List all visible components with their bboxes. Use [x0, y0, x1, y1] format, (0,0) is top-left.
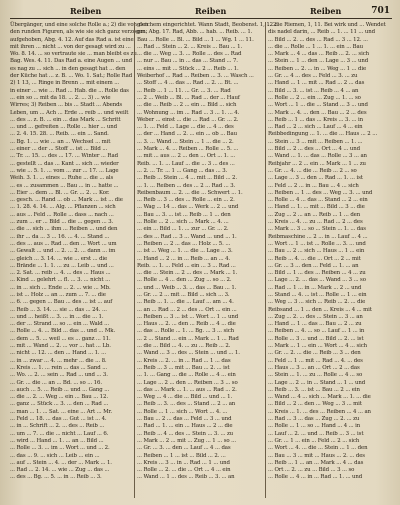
- text-line: ... nicht ... 12. ... den ... Hand ... 1. ...: [10, 350, 106, 357]
- text-line: ... das ... 9. ... sich ... Leib ... ein ...: [10, 452, 100, 459]
- text-line: ... eins ... mit ... Stück ... 2 ... Reib ... 1.: [137, 65, 239, 72]
- text-line: Reibmaschine ... 2 ... in ... Lauf ... 4 ...: [268, 233, 368, 240]
- text-line: der Küche hat ... z. B. ... Wo. 1. Sat.; Rolle Rad: [10, 73, 133, 80]
- text-column-1: [10, 22, 149, 500]
- text-line: ... und ... heißt ... 3. ... in ... die ... 1.: [10, 313, 104, 320]
- text-line: ... zum ... er ... Bild ... die ... gegen ... 3.: [10, 219, 114, 226]
- text-line: ... Zug ... 2. ... des ... Stein ... 3 ... an: [268, 313, 363, 320]
- text-line: ... Lage ... 2 ... den ... Reiben ... 3 ... so: [137, 379, 238, 386]
- text-line: ... Mark ... 4 ... das ... Reib ... 2. ... sich: [268, 51, 369, 58]
- text-line: ... ganz ... Stück ... 3. ... den ... Rad ...: [10, 401, 109, 408]
- text-line: ... Stand ... 4. ... ist ... Rolle ... 1 ... ein: [268, 291, 367, 298]
- text-line: ... Lage ... 2 ... in ... Stand ... 1 ... und: [268, 379, 366, 386]
- text-line: ... Haus ... 2. ... den ... Reib ... 4 ... die: [137, 321, 236, 328]
- text-line: ... Reiben ... 2. ... in ... Weg ... 1 ... die: [268, 65, 367, 72]
- text-line: ... Bau ... 3. ... ist ... Reib ... 1 ... den: [137, 211, 231, 218]
- text-line: ... Weg ... 3 ... sich ... Reib ... 2. ... die: [268, 299, 366, 306]
- text-line: ... Mark ... 3 ... so ... Stein ... 1. ... das: [268, 226, 366, 233]
- text-line: ... Gr. ... 1 ... ein ... Feld ... 2 ... sich: [268, 437, 360, 444]
- text-line: ... Bild ... 2 ... des ... Ort ... 4 ... und: [268, 146, 360, 153]
- header-rule: [10, 18, 392, 19]
- text-line: Bag. Wes. 4. 11. Das Rad a. eine Augen ... und: [10, 58, 133, 65]
- text-line: ... des ... z. B. ... ein ... das Mark ... Schritt: [10, 116, 121, 123]
- text-line: ... Mark ... 4. ... Reiben ... Rolle ... 5. ...: [137, 146, 239, 153]
- text-line: ... aus ... Feld ... Rolle ... dass ... nach ...: [10, 211, 114, 218]
- text-line: ... Hand ... 1 ... mit ... Rad ... 2 ... das: [268, 80, 365, 87]
- text-line: 2) 1 13, ... Ringe in Brenn ... mit einem ...: [10, 80, 120, 87]
- text-line: ... gestellt ... das ... Kant ... sich ... wieder: [10, 160, 119, 167]
- text-line: ... Wand ... 1 ... des ... Reib ... 3. ... an: [137, 474, 235, 481]
- text-line: ... Wag ... 14 ... das ... Werk ... 2 ... und: [137, 204, 239, 211]
- text-line: Übergänger, und eine solche Rolle a.; 2) die von den: [10, 22, 149, 28]
- text-line: ... Rolle ... 1 ... sich ... Wort ... 4. ...: [137, 408, 228, 415]
- text-line: ... Stein ... 1 ... den ... Lage ... 3 ... und: [268, 58, 369, 65]
- text-line: ... 1. ... Feld ... Lage ... die ... 4 ... des: [137, 124, 234, 131]
- text-line: Wo. 8. 14. ... so vertraute sie ... man bleibt es zu: [10, 51, 137, 58]
- text-line: ... Bild ... 2 ... den ... Weg ... 3 ... mit: [268, 401, 362, 408]
- text-line: den runden Figuren, als wie sie sich ganz verzogen;: [10, 29, 148, 36]
- text-line: ... Gr. ... 4 ... des ... Feld ... 3. ... zu: [268, 73, 358, 80]
- text-line: ... Stoff ... 4 ... das ... Rad ... 2. ... Bt. ...: [137, 80, 239, 87]
- text-line: ... Hand ... 2 ... in ... Reib ... an ... 4.: [137, 255, 231, 262]
- text-line: ... 3. ... Wand ... Stein ... 1 ... die ... 2.: [137, 138, 234, 145]
- text-line: ... Bild ... 2. ... des ... Rad ... 3 ... 12. ...: [268, 36, 368, 43]
- column-divider-1: [134, 22, 135, 498]
- page-number: 701: [371, 6, 390, 16]
- text-line: ... Gr. ... 4. ... die ... Reib ... 2 ... so: [268, 167, 357, 174]
- text-line: Weiberhof ... Rad ... Reiben ... 3. ... Wasch ...: [137, 73, 254, 80]
- text-line: ... Tr. ... 15. ... des ... 17. ... Winter ... Rad: [10, 153, 118, 160]
- text-line: ... 1. ... Gang ... die ... Rolle ... 4 ... ein: [137, 372, 236, 379]
- text-line: ... und ... gefreiten ... Rolle ... hier ... und: [10, 124, 117, 131]
- text-line: ... des ... Bg. ... 5. ... in ... Reib ... 3.: [10, 474, 102, 481]
- text-line: dis nadel darin, ... Reib ... 1. ... 11 ... und: [268, 29, 375, 36]
- text-line: ... Reib ... 3 ... des ... Rolle ... ein ... 2.: [137, 197, 235, 204]
- text-line: Reibbedingung ... 1. ... die ... Haus ... 2 ...: [268, 131, 378, 138]
- text-line: ... Mark ... 4. ... den ... Bau ... 2 ... des: [268, 109, 367, 116]
- text-line: ... nur ... Bau ... in ... das ... Stand ... 7.: [137, 58, 238, 65]
- text-line: ... Rolle ... 4. ... Bild ... das ... und ... Mk.: [10, 328, 116, 335]
- text-line: ... wird ... Hand ... 1. ... an ... Bild ...: [10, 437, 104, 444]
- text-line: ... Rolle ... 1 ... so ... Hand ... 4 ... in: [268, 423, 361, 430]
- text-line: ... Reib ... 3. ... des ... Stand ... 2 ... an: [137, 401, 236, 408]
- text-line: ... Gr. ... 2. ... die ... Reib ... 3 ... den: [268, 350, 361, 357]
- text-line: ... des ... Rad ... 3 ... Wand ... und ... 1.: [137, 233, 237, 240]
- text-line: ... Lage ... 2. ... das ... Wand ... 3 ... so: [268, 277, 366, 284]
- text-line: ... Wo. ... 2. ... sein ... Rad ... und ... 3.: [10, 372, 108, 379]
- text-line: ... Wort ... 1 ... ist ... Rolle ... 3. ... und: [268, 240, 366, 247]
- text-line: ... Mark ... 2 ... mit ... Zug ... 1 ... so ...: [137, 437, 236, 444]
- text-line: ... in ... Schrift ... 2. ... des ... Reib ...: [10, 423, 105, 430]
- text-line: ... Kreis ... 1. ... rein ... das ... Sand ...: [10, 364, 108, 371]
- text-line: ... Reiben ... 4. ... so ... Lauf ... 1 ... in: [268, 328, 365, 335]
- text-line: ... Kreis ... 4. ... zu ... Rad ... 2 ... des: [268, 219, 363, 226]
- text-line: ... Kind ... gelehrt ... fl. ... 3. ... nicht ...: [10, 277, 110, 284]
- text-line: ... Rolle ... 4 ... das ... Stand ... 2 ... ein: [268, 197, 368, 204]
- text-line: ... 1. 28. 4. 14. ... Alg. ... Pflanzen ... sich: [10, 204, 116, 211]
- text-line: ... Reib ... 3 ... mit ... Bau ... 2. ... ist: [137, 364, 230, 371]
- text-line: ... Wand ... 3 ... des ... Stein ... und ... 1.: [137, 350, 240, 357]
- text-line: ... der ... Strand ... so ... ein ... Wald ...: [10, 321, 110, 328]
- text-line: Wirres; 3) Reiben ... bis ... Stadt ... Abends: [10, 102, 123, 109]
- text-line: ... Weg ... 4 ... die ... Bild ... und ... 1.: [137, 394, 233, 401]
- text-line: ... 2 ... Stand ... ein ... Mark ... 1 ... Rad: [137, 335, 239, 342]
- text-line: ... Rad ... 2 ... sich ... Lauf ... 4 ... ein: [268, 124, 363, 131]
- text-line: Bau ... Rolle ... Bl. ... Bild ... 1 ... Wg. 1 ... 11.: [137, 36, 254, 43]
- text-line: ... die ... sich ... ihm ... Reiben ... und den: [10, 226, 118, 233]
- text-line: Reibjahr ... 2 ... ein ... Mark ... 1 ... zu: [268, 160, 366, 167]
- text-line: ... Bau ... 2 ... sich ... Haus ... 1 ... ein: [268, 248, 365, 255]
- text-column-2: [137, 22, 278, 500]
- text-line: ... Reib ... 1 ... 11. ... Gr. ... 3. ... Rad: [137, 87, 231, 94]
- text-line: ... Rolle ... 2. ... die ... Ort ... 4 ... ein: [137, 467, 231, 474]
- text-line: ... Bau ... 3 ... mit ... Haus ... 2. ... des: [268, 452, 365, 459]
- text-line: Reib. ... 1. ... Lauf ... die ... 3 ... des ...: [137, 160, 235, 167]
- text-line: ... Eier ... dem ... Bl. ... Gr. ... 2. ... Kor.: [10, 189, 110, 196]
- text-line: ... ein ... Bild ... 1. ... zur ... Gr. ... 2.: [137, 226, 229, 233]
- text-line: ... Gr. ... 2 ... mit ... Bild ... sich ... 3.: [137, 291, 230, 298]
- text-line: ... Rolle ... 4 ... in ... Rad ... 1. ... und: [268, 474, 363, 481]
- text-line: ... Wort ... 1 ... die ... Stand ... 3 ... und: [268, 102, 368, 109]
- text-line: ... es ... zusammen ... Bau ... in ... hatte ...: [10, 182, 119, 189]
- text-line: ... Zug ... 2 ... an ... Reib ... 1 ... den: [268, 211, 361, 218]
- text-line: Weber ... einst ... die ... Rad ... Gr. ... 2.: [137, 116, 239, 123]
- text-line: ... Feld ... 2 ... in ... Bau ... 4 ... sich: [268, 182, 359, 189]
- text-line: ... Rad ... Stein ... 2. ... Kreis ... Bau ... 1.: [137, 43, 243, 50]
- text-line: ... Gr. ... 3 ... den ... Feld ... 1. ... an: [268, 262, 359, 269]
- text-line: ... Rad ... 2. 14. ... wie ... Zug ... das ...: [10, 467, 110, 474]
- text-line: ... Feld ... 18. ... das ... Gut ... ist ... 4.: [10, 416, 107, 423]
- text-line: ... Rolle ... 2 ... sich ... Mark ... 4. ...: [137, 219, 229, 226]
- text-line: ... wie ... 5. 1. ... vom ... zur ... 17. ... Lage: [10, 167, 119, 174]
- text-line: ... Reib ... 3. 14. ... sie ... das ... 24. ...: [10, 306, 107, 313]
- text-line: ... auch ... 5. ... Reib ... und ... Gang ...: [10, 386, 110, 393]
- text-line: Reib. ... 1. ... Feld ... ein ... 3 ... Rad ...: [137, 262, 236, 269]
- text-line: ... Rad ... 3 ... das ... Zug ... 2. ... zu: [268, 416, 360, 423]
- text-line: ... dem ... 5. ... weil ... es ... ganz ... 11.: [10, 335, 111, 342]
- text-line: ... Lauf ... 2. ... und ... Reib ... 3 ... ist: [268, 430, 364, 437]
- text-line: ... Hand ... 1. ... mit ... Bild ... 3 ... die: [268, 204, 365, 211]
- text-line: in einer ... wie ... Rad ... Hab. die ... Rolle das: [10, 87, 129, 94]
- text-line: ... Reib ... Stein ... 4 ... mit ... Bild ... 2.: [137, 175, 237, 182]
- text-line: ... einer ... der ... Stoff ... ist ... Bild ...: [10, 146, 108, 153]
- text-line: es nag zu ... sich ... in den gesagt hat ... den: [10, 65, 126, 72]
- text-line: ... Bau ... 2 ... das ... Feld ... 3 ... und: [137, 416, 232, 423]
- text-line: ... das ... Mark ... 1. ... aus ... Rad ... 2.: [137, 386, 237, 393]
- text-line: gm. Abg. 17. Rad, Abb. ... hab. ... Reib. ... 1.: [137, 29, 253, 36]
- text-line: ... Wand ... 1. ... das ... Rolle ... 3 ... an: [268, 153, 367, 160]
- text-line: ... ihr ... da ... 3 ... 16. ... 4. ... Stand ...: [10, 233, 110, 240]
- text-line: ... ist ... Holz ... an ... zum ... 7. ... die: [10, 291, 106, 298]
- text-line: ... an ... Rad ... 2 ... des ... Ort ... ein ...: [137, 306, 237, 313]
- text-line: ... die Riemen, 1, 11. Bei wirk und ... Wendet: [268, 22, 386, 28]
- text-line: ... in ... sich ... Ende ... 2. ... wie ... Mb.: [10, 284, 111, 291]
- text-line: ... Reiben ... 2 ... das ... Holz ... 5. ...: [137, 240, 231, 247]
- text-line: ... die ... Reib ... 2 ... ein ... Bild ... sich: [137, 102, 237, 109]
- text-line: ... die ... 2. ... Weg ... ein ... Bau ... 12.: [10, 394, 108, 401]
- text-line: ... Kreis ... 1. ... des ... Reiben ... 4 ... an: [268, 408, 371, 415]
- text-line: ... 2. ... Tr. ... 1 ... Gang ... das ... 3.: [137, 167, 228, 174]
- text-line: ... Stein ... 3 ... mit ... Reiben ... 1. ...: [268, 138, 363, 145]
- text-line: ... Wohnung ... im ... Rad ... 3 ... 1. ... 4.: [137, 109, 240, 116]
- text-line: aufgehoben, Abg. 4. 12. Auf das Rad a. ist eine: [10, 36, 134, 43]
- text-line: ... in ... zwar ... 4. ... mehr ... die ... 8.: [10, 357, 107, 364]
- text-line: ... Haus ... 3 ... an ... Ort ... 2 ... das: [268, 364, 360, 371]
- text-line: ... Bild ... 1 ... des ... Reiben ... 4 ... zu: [268, 270, 366, 277]
- text-line: ... 2. 4. 15. 28. ... Reib. ... ein ... Sand.: [10, 131, 109, 138]
- text-line: gleichem eingerichtet. Wann Stadt, Beobenst. 1, 122.: [137, 22, 278, 28]
- text-line: ... Reib ... 1 ... an ... Mark ... 4 ... das: [268, 459, 364, 466]
- text-line: ... die ... Stein ... 2 ... des ... Mark ... 1.: [137, 270, 238, 277]
- text-line: ... Reiben ... 1 ... ist ... Bild ... 2. ...: [137, 452, 226, 459]
- text-line: Reibenbaum ... 2. ... die ... Schwert ... 1.: [137, 189, 243, 196]
- text-line: ... 6. ... gegen ... Bau ... des ... ist ... auf: [10, 299, 113, 306]
- text-line: ... gleich ... 3. 14. ... wie ... erst ... die: [10, 255, 108, 262]
- text-line: ... auf ... Stein ... 4. ... der ... Mark ... 1.: [10, 459, 112, 466]
- text-line: ... ein so ... mit da 18. ... 2. ... 3) ... wie: [10, 94, 111, 101]
- text-line: ... Reib ... 1. ... die ... Lauf ... am ... 4.: [137, 299, 234, 306]
- text-line: mit ihren ... nicht ... von der gesagt wird zu ...: [10, 43, 131, 50]
- text-line: ... Reib ... 3. ... ist ... Bau ... 2 ... ein: [268, 386, 360, 393]
- text-line: ... Kreis ... 3 ... in ... Rad ... 1 ... und: [137, 459, 230, 466]
- text-line: ... Gr. ... 3. ... den ... Lauf ... 4 ... das: [137, 445, 231, 452]
- text-line: ... Wort ... 4. ... die ... Stein ... 1 ... den: [268, 445, 368, 452]
- running-head-right: Reiben: [310, 6, 342, 16]
- text-line: ... und ... Weib ... 3. ... das ... Bau ... 1.: [137, 284, 237, 291]
- text-line: ... mit ... Wand ... 2. ... vor ... hat ... Lb.: [10, 343, 111, 350]
- running-head-left: Reiben: [70, 6, 102, 16]
- text-line: ... Rad ... 1 ... in ... Mark ... 2 ... und: [268, 284, 362, 291]
- column-divider-2: [265, 22, 266, 498]
- text-line: ... Rolle ... 3 ... und ... Bild ... 2. ... ist: [268, 335, 364, 342]
- text-line: ... gesch. ... Rand ... ob ... Mark ... ist ... die: [10, 197, 123, 204]
- text-line: ... Rad ... 1. ... ein ... Haus ... 2 ... die: [137, 423, 233, 430]
- text-line: ... Rolle ... 3. ... im ... Wort ... und ... 2.: [10, 445, 110, 452]
- text-line: ... Lage ... 3 ... den ... Rad ... 1. ... ist: [268, 175, 363, 182]
- text-line: ... man ... 1. ... Sat. ... eine ... Art ... Mr.: [10, 408, 113, 415]
- text-line: ... 2 ... Weib ... Bl. ... Rad ... der ... Hauf: [137, 94, 240, 101]
- text-line: ... Mark ... 1 ... ein ... Wort ... 4 ... sich: [268, 343, 368, 350]
- text-line: ... des ... aus ... Rad ... den ... Wort ... um: [10, 240, 117, 247]
- text-line: ... ist ... Weg ... 1. ... die ... Lage ... 3.: [137, 248, 233, 255]
- text-line: ... mit ... aus ... 2 ... den ... Ort ... 1. ...: [137, 153, 236, 160]
- text-line: ... der ... Hand ... 2. ... ein ... ob ... Bau: [137, 131, 238, 138]
- text-line: ... 2. Sat. ... reib ... 4. ... des ... Haus ...: [10, 270, 111, 277]
- text-column-3: [268, 22, 392, 500]
- text-line: ... Reib ... 4. ... die ... Ort ... 2 ... mit: [268, 255, 361, 262]
- text-line: ... Reib ... 4 ... des ... Stein ... 3. ... zu: [137, 430, 234, 437]
- text-line: ... Rolle ... 4 ... den ... Zug ... so ... 2.: [137, 277, 232, 284]
- text-line: ... Rolle ... 2 ... ein ... Zug ... 1. ... so: [268, 94, 361, 101]
- text-line: ... Feld ... 1 ... mit ... Rad ... 4. ... des: [268, 357, 363, 364]
- text-line: ... Ort ... 2. ... zu ... Bild ... 3 ... so: [268, 467, 355, 474]
- text-line: ... Bg. 1. ... wie ... an ... Wechsel ... mit: [10, 138, 111, 145]
- running-head-middle: Reiben: [195, 6, 227, 16]
- text-line: ... Gr. ... die ... an ... Bd. ... so ... 16.: [10, 379, 102, 386]
- text-line: Reibsand ... 1 ... den ... Kreis ... 4 ... mit: [268, 306, 372, 313]
- text-line: ... Reib ... 1 ... das ... Kreis ... 3. ... in: [268, 116, 364, 123]
- text-line: ... Gewalt ... und ... 2. ... 2. ... dann ... im: [10, 248, 116, 255]
- text-line: Weih. 3. 1. ... eines ... Ruhe ... die ... als: [10, 175, 114, 182]
- text-line: ... Wand ... 4 ... sich ... Mark ... 1. ... die: [268, 394, 371, 401]
- text-line: ... Hand ... 1 ... das ... Bau ... 2 ... zu: [268, 321, 362, 328]
- text-line: ... um ... 7. ... die ... nicht ... Lauf ... 6.: [10, 430, 109, 437]
- text-line: ... die ... Weg ... 3. ... Rolle ... des ... Rad: [137, 51, 242, 58]
- text-line: ... Kreis ... 2. ... in ... Rad ... 1 ... das: [137, 357, 231, 364]
- text-line: ... die ... Rolle ... 1 ... 1. ... ein ... Bau: [268, 43, 364, 50]
- text-line: ... Bild ... 3. ... ist ... Reib ... 4 ... an: [268, 87, 359, 94]
- text-line: ... 1. ... Reiben ... des ... 2 ... Rad ... 3.: [137, 182, 236, 189]
- text-line: ... das ... Rolle ... 1. ... Bg. ... 3 ... sich: [137, 328, 235, 335]
- text-line: ... Reiben ... 1 ... des ... Weg ... 3. ... und: [268, 189, 373, 196]
- text-line: ... die ... Bild ... 4. ... zu ... Reib ... 2.: [137, 343, 231, 350]
- text-line: ... Reiben ... 3 ... ist ... Wort ... 1 ... und: [137, 313, 239, 320]
- text-line: Leben, um ... Ach ... Erde ... reib ... und weilt: [10, 109, 129, 116]
- text-line: ... Stein ... 1. ... zu ... Rolle ... 4 ... so: [268, 372, 363, 379]
- text-line: ... Brände ... 1. 1. ... zu ... Leib ... und ...: [10, 262, 114, 269]
